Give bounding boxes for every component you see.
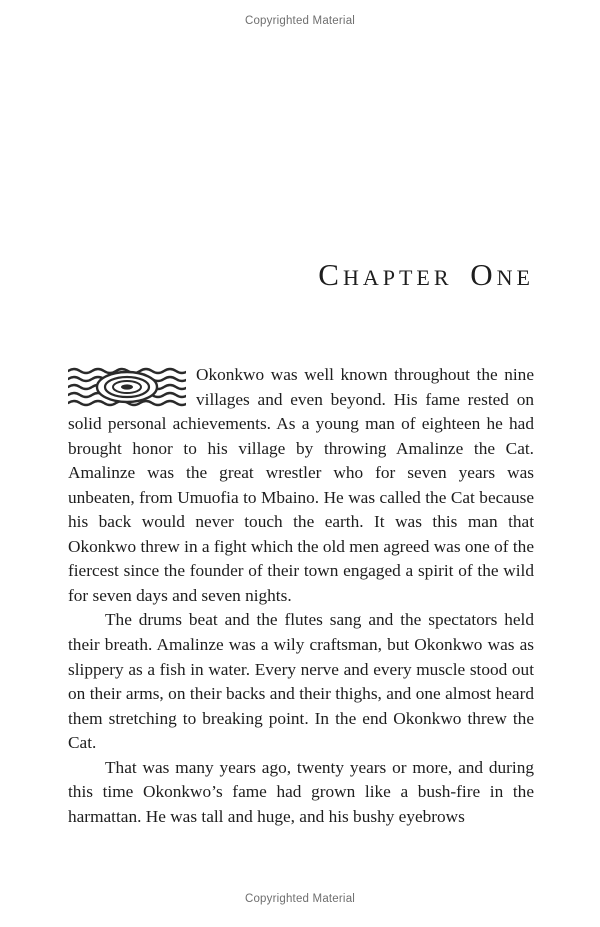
body-text: [68, 363, 534, 829]
paragraph-1: [68, 363, 534, 608]
copyright-notice-bottom: Copyrighted Material: [244, 893, 356, 905]
woven-eye-ornament-icon: [68, 366, 186, 408]
paragraph-3: That was many years ago, twenty years or more, and during this time Okonkwo’s fame had grown like a bush-fire in the harmattan. He was tall and huge, and his bushy eyebrows: [68, 757, 534, 826]
paragraph-1-text: Okonkwo was well known throughout the nine villages and even beyond. His fame rested on solid personal achievements. As a young man of eighteen he had brought honor to his village by throwing Amalinze the Cat. Amalinze was the great wrestler who for seven years was unbeaten, from Umuofia to Mbaino. He was called the Cat because his back would never touch the earth. It was this man that Okonkwo threw in a fight which the old men agreed was one of the fiercest since the founder of their town engaged a spirit of the wild for seven days and seven nights.: [68, 365, 534, 605]
chapter-title: Chapter One: [318, 257, 534, 292]
copyright-notice-top: Copyrighted Material: [244, 15, 356, 27]
paragraph-2: The drums beat and the flutes sang and the spectators held their breath. Amalinze was a wily craftsman, but Okonkwo was as slippery as a fish in water. Every nerve and every muscle stood out on their arms, on their backs and their thighs, and one almost heard them stretching to breaking point. In the end Okonkwo threw the Cat.: [68, 610, 534, 753]
